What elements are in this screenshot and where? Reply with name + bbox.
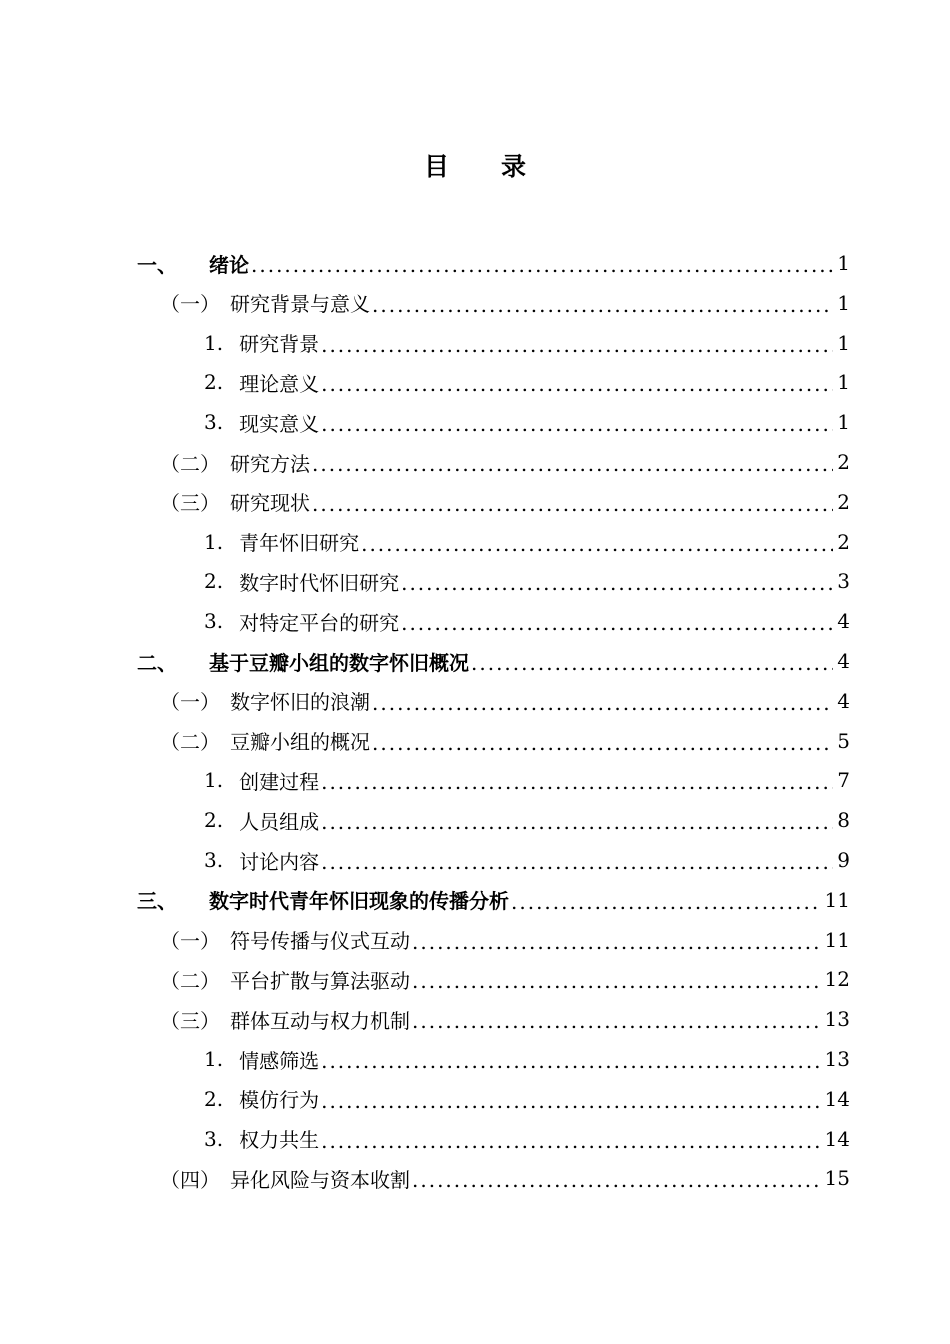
page-title	[0, 147, 950, 183]
toc-entry-number: 2.	[204, 808, 224, 833]
toc-entry-number: （一）	[160, 292, 220, 317]
toc-entry-label: 豆瓣小组的概况	[230, 730, 370, 755]
toc-entry[interactable]	[160, 442, 850, 482]
toc-entry-page-number: 1	[837, 290, 850, 315]
toc-entry-label: 模仿行为	[239, 1088, 320, 1113]
toc-entry-number: （三）	[160, 491, 220, 516]
dot-leader	[321, 414, 833, 434]
toc-entry[interactable]	[204, 840, 850, 880]
toc-entry-page-number: 7	[837, 768, 850, 793]
toc-entry-page-number: 13	[824, 1047, 850, 1071]
toc-entry-number: 1.	[204, 768, 224, 793]
title-char-1: 目	[423, 152, 449, 181]
toc-entry[interactable]	[160, 1158, 850, 1198]
toc-entry-label: 异化风险与资本收割	[230, 1167, 410, 1192]
dot-leader	[321, 1091, 820, 1111]
toc-entry-label: 平台扩散与算法驱动	[230, 968, 410, 993]
toc-entry[interactable]	[204, 1079, 850, 1119]
dot-leader	[511, 892, 821, 912]
toc-entry[interactable]	[204, 522, 850, 562]
toc-entry-number: 三、	[137, 889, 177, 914]
toc-entry-number: 3.	[204, 410, 224, 435]
dot-leader	[412, 1011, 821, 1031]
dot-leader	[412, 932, 821, 952]
toc-entry-page-number: 9	[837, 848, 850, 872]
toc-entry-page-number: 3	[837, 569, 850, 594]
dot-leader	[412, 1170, 821, 1190]
toc-entry[interactable]	[137, 243, 850, 283]
dot-leader	[321, 812, 833, 832]
toc-entry-label: 情感筛选	[239, 1048, 320, 1073]
toc-entry-page-number: 13	[824, 1007, 850, 1032]
toc-entry-page-number: 2	[837, 529, 850, 554]
toc-entry-label: 研究背景	[239, 332, 320, 357]
toc-entry-page-number: 12	[824, 967, 850, 992]
toc-entry[interactable]	[160, 959, 850, 999]
toc-entry-page-number: 8	[837, 808, 850, 833]
toc-entry-number: （一）	[160, 690, 220, 715]
toc-entry[interactable]	[137, 641, 850, 681]
toc-entry-label: 符号传播与仪式互动	[230, 929, 410, 954]
dot-leader	[361, 534, 833, 554]
toc-entry-number: （二）	[160, 730, 220, 755]
toc-entry-number: 1.	[204, 529, 224, 554]
toc-entry-number: 二、	[137, 650, 177, 675]
dot-leader	[401, 613, 833, 633]
dot-leader	[321, 1131, 820, 1151]
toc-entry-page-number: 4	[837, 649, 850, 673]
toc-entry-number: （四）	[160, 1167, 220, 1192]
dot-leader	[401, 573, 833, 593]
toc-entry-label: 人员组成	[239, 809, 320, 834]
toc-entry-label: 青年怀旧研究	[239, 531, 360, 556]
toc-entry-page-number: 2	[837, 450, 850, 474]
toc-entry-page-number: 2	[837, 489, 850, 514]
toc-entry-label: 绪论	[209, 252, 249, 277]
toc-entry-label: 数字时代怀旧研究	[239, 570, 400, 595]
toc-entry-number: 1.	[204, 330, 224, 355]
toc-entry-number: （二）	[160, 968, 220, 993]
toc-entry-label: 数字怀旧的浪潮	[230, 690, 370, 715]
toc-entry-number: 2.	[204, 370, 224, 395]
dot-leader	[372, 693, 833, 713]
dot-leader	[372, 733, 833, 753]
toc-entry-page-number: 11	[824, 887, 850, 912]
toc-entry[interactable]	[204, 323, 850, 363]
toc-entry-number: 2.	[204, 1086, 224, 1111]
toc-entry-number: 1.	[204, 1047, 224, 1071]
toc-entry-page-number: 15	[824, 1166, 850, 1191]
toc-entry[interactable]	[160, 283, 850, 323]
dot-leader	[321, 335, 833, 355]
toc-entry-page-number: 14	[824, 1086, 850, 1111]
toc-entry[interactable]	[204, 561, 850, 601]
toc-entry-page-number: 1	[837, 410, 850, 435]
toc-entry[interactable]	[204, 800, 850, 840]
toc-entry-label: 理论意义	[239, 371, 320, 396]
toc-entry[interactable]	[137, 880, 850, 920]
toc-entry-number: （一）	[160, 929, 220, 954]
toc-entry-label: 基于豆瓣小组的数字怀旧概况	[209, 650, 469, 675]
toc-entry[interactable]	[160, 999, 850, 1039]
dot-leader	[312, 494, 833, 514]
toc-entry-page-number: 5	[837, 728, 850, 753]
toc-entry-label: 讨论内容	[239, 849, 320, 874]
dot-leader	[372, 295, 833, 315]
toc-entry[interactable]	[204, 1119, 850, 1159]
toc-entry-page-number: 1	[837, 330, 850, 355]
toc-entry-label: 数字时代青年怀旧现象的传播分析	[209, 889, 509, 914]
toc-entry-page-number: 14	[824, 1126, 850, 1151]
dot-leader	[312, 454, 833, 474]
toc-entry-page-number: 4	[837, 688, 850, 713]
toc-entry-label: 创建过程	[239, 769, 320, 794]
dot-leader	[321, 852, 833, 872]
toc-entry[interactable]	[204, 760, 850, 800]
toc-entry[interactable]	[160, 681, 850, 721]
toc-entry[interactable]	[204, 362, 850, 402]
toc-entry-label: 群体互动与权力机制	[230, 1008, 410, 1033]
dot-leader	[412, 971, 821, 991]
toc-entry-page-number: 11	[824, 927, 850, 952]
dot-leader	[321, 1051, 820, 1071]
toc-entry-label: 研究方法	[230, 451, 310, 476]
toc-entry-number: （三）	[160, 1008, 220, 1033]
dot-leader	[321, 374, 833, 394]
toc-entry[interactable]	[204, 1039, 850, 1079]
toc-entry-number: 2.	[204, 569, 224, 594]
toc-entry-number: 一、	[137, 252, 177, 277]
toc-entry[interactable]	[204, 601, 850, 641]
toc-entry[interactable]	[204, 402, 850, 442]
dot-leader	[471, 653, 833, 673]
dot-leader	[251, 255, 833, 275]
toc-entry-number: （二）	[160, 451, 220, 476]
title-char-2: 录	[501, 152, 527, 181]
toc-entry-number: 3.	[204, 848, 224, 872]
toc-entry-label: 研究背景与意义	[230, 292, 370, 317]
toc-entry-number: 3.	[204, 609, 224, 634]
toc-entry-label: 权力共生	[239, 1128, 320, 1153]
toc-entry-label: 研究现状	[230, 491, 310, 516]
toc-entry[interactable]	[160, 920, 850, 960]
toc-entry-page-number: 1	[837, 251, 850, 275]
dot-leader	[321, 772, 833, 792]
toc-entry-number: 3.	[204, 1126, 224, 1151]
toc-entry-label: 现实意义	[239, 411, 320, 436]
toc-entry-page-number: 4	[837, 609, 850, 634]
toc-entry-label: 对特定平台的研究	[239, 610, 400, 635]
toc-entry-page-number: 1	[837, 370, 850, 395]
toc-entry[interactable]	[160, 721, 850, 761]
toc-entry[interactable]	[160, 482, 850, 522]
